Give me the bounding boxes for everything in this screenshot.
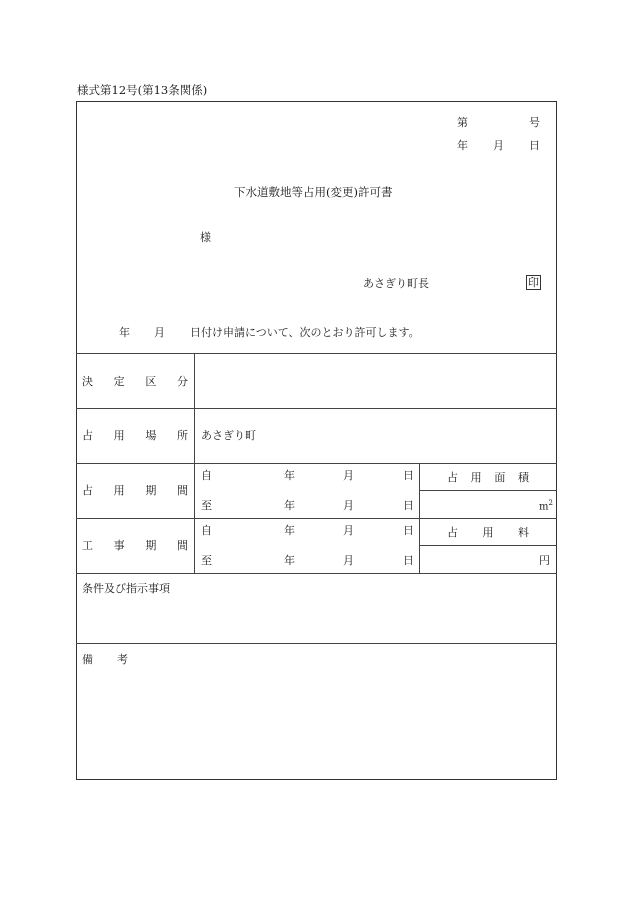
form-caption: 様式第12号(第13条関係) (77, 83, 208, 97)
occupancy-period-label: 占 用 期 間 (82, 484, 188, 497)
occupancy-to-day: 日 (403, 499, 414, 512)
seal-mark: 印 (528, 276, 539, 289)
header-year: 年 (457, 139, 468, 152)
construction-period-label: 工 事 期 間 (82, 539, 188, 552)
number-suffix: 号 (529, 116, 540, 129)
construction-to-day: 日 (403, 554, 414, 567)
construction-from-year: 年 (284, 524, 295, 537)
conditions-label: 条件及び指示事項 (82, 582, 170, 595)
number-prefix: 第 (457, 116, 468, 129)
addressee-honorific: 様 (200, 231, 211, 244)
construction-to: 至 (201, 554, 212, 567)
header-month: 月 (493, 139, 504, 152)
area-label: 占 用 面 積 (447, 471, 529, 484)
construction-to-year: 年 (284, 554, 295, 567)
area-unit: $m^2$ (539, 499, 553, 513)
body-text: 日付け申請について、次のとおり許可します。 (190, 326, 420, 339)
document-title: 下水道敷地等占用(変更)許可書 (234, 185, 393, 199)
body-year: 年 (119, 326, 130, 339)
location-value: あさぎり町 (201, 429, 256, 442)
body-month: 月 (154, 326, 165, 339)
decision-label: 決 定 区 分 (82, 375, 188, 388)
header-day: 日 (529, 139, 540, 152)
occupancy-to: 至 (201, 499, 212, 512)
remarks-label: 備 考 (82, 653, 128, 666)
issuer-name: あさぎり町長 (363, 277, 429, 290)
occupancy-from-year: 年 (284, 469, 295, 482)
occupancy-to-year: 年 (284, 499, 295, 512)
fee-unit: 円 (539, 554, 550, 567)
occupancy-from-month: 月 (343, 469, 354, 482)
construction-from: 自 (201, 524, 212, 537)
occupancy-from: 自 (201, 469, 212, 482)
construction-from-day: 日 (403, 524, 414, 537)
location-label: 占 用 場 所 (82, 429, 188, 442)
fee-label: 占 用 料 (447, 526, 529, 539)
occupancy-from-day: 日 (403, 469, 414, 482)
construction-from-month: 月 (343, 524, 354, 537)
construction-to-month: 月 (343, 554, 354, 567)
occupancy-to-month: 月 (343, 499, 354, 512)
